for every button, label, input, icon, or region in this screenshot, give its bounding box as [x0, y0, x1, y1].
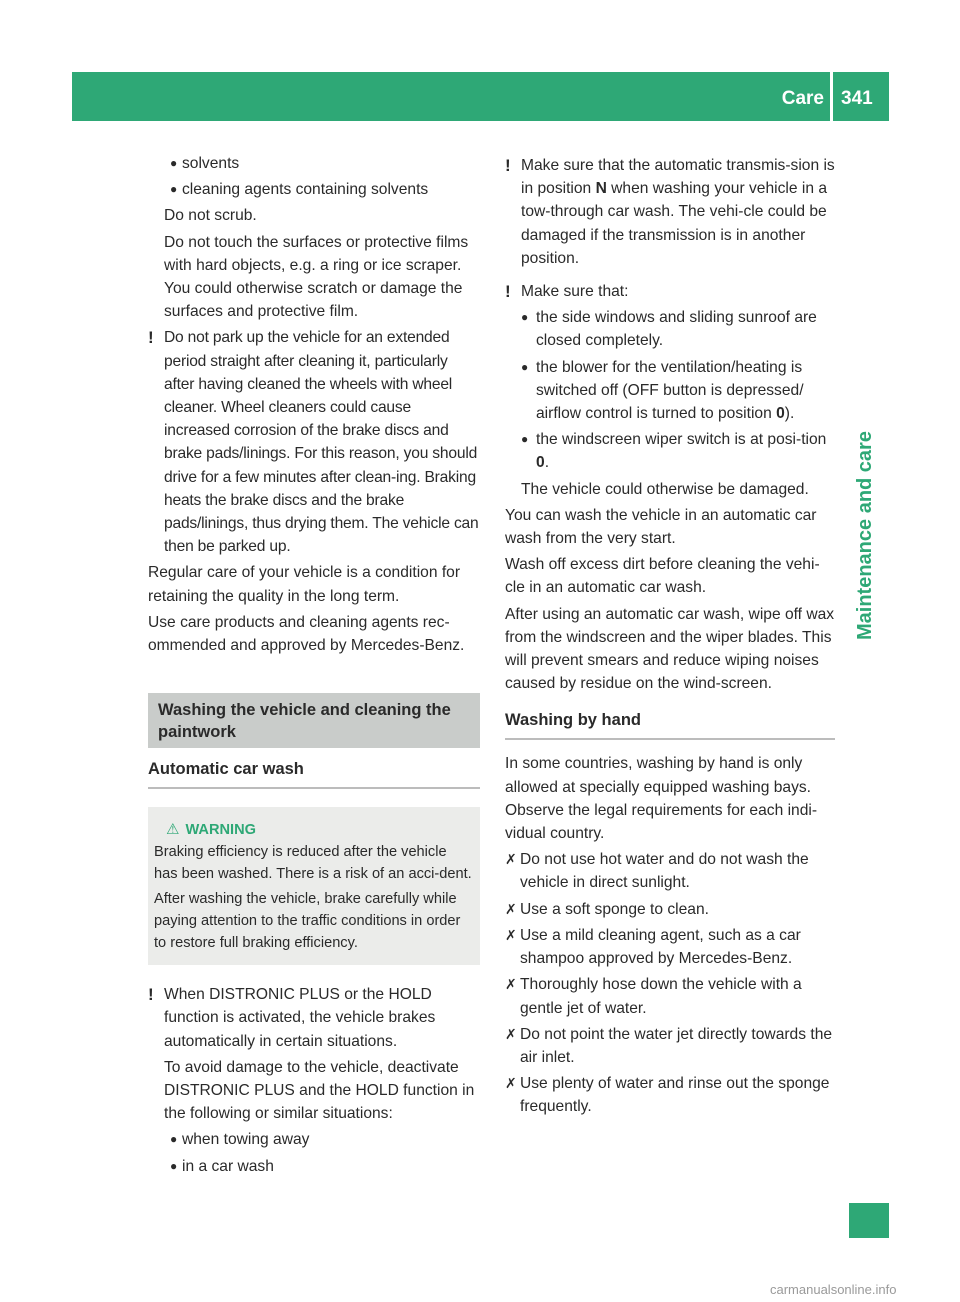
list-item: ● when towing away — [148, 1128, 480, 1151]
warning-box — [148, 807, 480, 965]
bullet-icon: ● — [170, 1158, 178, 1173]
action-item: ✗ Use plenty of water and rinse out the sponge frequently. — [505, 1072, 835, 1118]
bullet-icon: ● — [521, 310, 529, 325]
paragraph: In some countries, washing by hand is only allowed at specially equipped washing bays. Observe the legal requirements for each indi-vidual country. — [505, 755, 818, 843]
paragraph: To avoid damage to the vehicle, deactivate DISTRONIC PLUS and the HOLD function in the following or similar situations: — [164, 1058, 475, 1123]
action-x-icon: ✗ — [505, 1075, 517, 1092]
section-heading: Washing the vehicle and cleaning the paintwork — [148, 693, 480, 748]
bullet-icon: ● — [170, 156, 178, 170]
list-item: ● the windscreen wiper switch is at posi-tion 0. — [505, 428, 835, 474]
action-x-icon: ✗ — [505, 1025, 517, 1042]
exclamation-icon: ! — [148, 328, 154, 348]
list-item: ● cleaning agents containing solvents — [148, 178, 480, 201]
header-separator — [830, 72, 833, 121]
action-item: ✗ Thoroughly hose down the vehicle with a gentle jet of water. — [505, 973, 835, 1019]
bullet-icon: ● — [170, 182, 178, 197]
side-tab-marker — [849, 1203, 889, 1238]
action-item: ✗ Use a soft sponge to clean. — [505, 898, 835, 921]
paragraph: You can wash the vehicle in an automatic car wash from the very start. — [505, 506, 817, 548]
paragraph: The vehicle could otherwise be damaged. — [521, 480, 809, 498]
paragraph: Use care products and cleaning agents rec-ommended and approved by Mercedes-Benz. — [148, 613, 465, 655]
warning-triangle-icon: ⚠ — [166, 821, 180, 839]
exclamation-icon: ! — [505, 282, 511, 302]
action-item: ✗ Use a mild cleaning agent, such as a car shampoo approved by Mercedes-Benz. — [505, 924, 835, 970]
list-item: ● solvents — [148, 152, 480, 175]
list-item: ● in a car wash — [148, 1155, 480, 1178]
warning-text: Braking efficiency is reduced after the vehicle has been washed. There is a risk of an acci-dent. — [154, 844, 472, 883]
paragraph: Wash off excess dirt before cleaning the vehi-cle in an automatic car wash. — [505, 556, 820, 597]
paragraph: Regular care of your vehicle is a condition for retaining the quality in the long term. — [148, 564, 461, 605]
action-x-icon: ✗ — [505, 976, 517, 993]
subsection-heading: Automatic car wash — [148, 758, 480, 789]
note-park: ! Do not park up the vehicle for an extended period straight after cleaning it, particularly after having cleaned the wheels with wheel cleaner. Wheel cleaners could cause increased corrosion of the brake discs and brake pads/linings. For this reason, you should drive for a few minutes after clean-ing. Braking heats the brake discs and the brake pads/linings, thus drying them. The vehicle can then be parked up. — [148, 328, 479, 556]
exclamation-icon: ! — [505, 156, 511, 175]
list-item: ● the side windows and sliding sunroof are closed completely. — [505, 306, 835, 352]
warning-text: After washing the vehicle, brake carefully while paying attention to the traffic conditions in order to restore full braking efficiency. — [154, 891, 461, 952]
paragraph: Do not scrub. — [164, 207, 257, 225]
action-item: ✗ Do not use hot water and do not wash the vehicle in direct sunlight. — [505, 848, 835, 894]
note-distronic: ! When DISTRONIC PLUS or the HOLD function is activated, the vehicle brakes automatically in certain situations. — [148, 985, 436, 1050]
action-item: ✗ Do not point the water jet directly towards the air inlet. — [505, 1023, 835, 1069]
bullet-icon: ● — [521, 432, 529, 447]
bullet-icon: ● — [521, 359, 529, 374]
list-item: ● the blower for the ventilation/heating is switched off (OFF button is depressed/ airflow control is turned to position 0). — [505, 356, 835, 426]
footer-watermark: carmanualsonline.info — [770, 1282, 897, 1297]
warning-title: ⚠ WARNING — [166, 821, 256, 839]
bullet-icon: ● — [170, 1132, 178, 1147]
paragraph: After using an automatic car wash, wipe off wax from the windscreen and the wiper blades. This will prevent smears and reduce wiping noises caused by residue on the wind-screen. — [505, 605, 835, 693]
side-tab-label: Maintenance and care — [854, 431, 876, 640]
note-make-sure: ! Make sure that: — [505, 280, 835, 303]
paragraph: Do not touch the surfaces or protective films with hard objects, e.g. a ring or ice scraper. You could otherwise scratch or damage the surfaces and protective film. — [164, 233, 469, 321]
action-x-icon: ✗ — [505, 851, 517, 868]
page-number: 341 — [841, 88, 873, 109]
note-transmission: ! Make sure that the automatic transmis-sion is in position N when washing your vehicle in a tow-through car wash. The vehi-cle could be damaged if the transmission is in another position. — [505, 156, 835, 267]
header-title: Care — [781, 88, 824, 109]
action-x-icon: ✗ — [505, 900, 517, 917]
left-column — [148, 152, 480, 1181]
exclamation-icon: ! — [148, 985, 154, 1005]
header-bar — [72, 72, 889, 121]
right-column — [505, 154, 835, 1122]
action-x-icon: ✗ — [505, 926, 517, 943]
subsection-heading: Washing by hand — [505, 709, 835, 740]
